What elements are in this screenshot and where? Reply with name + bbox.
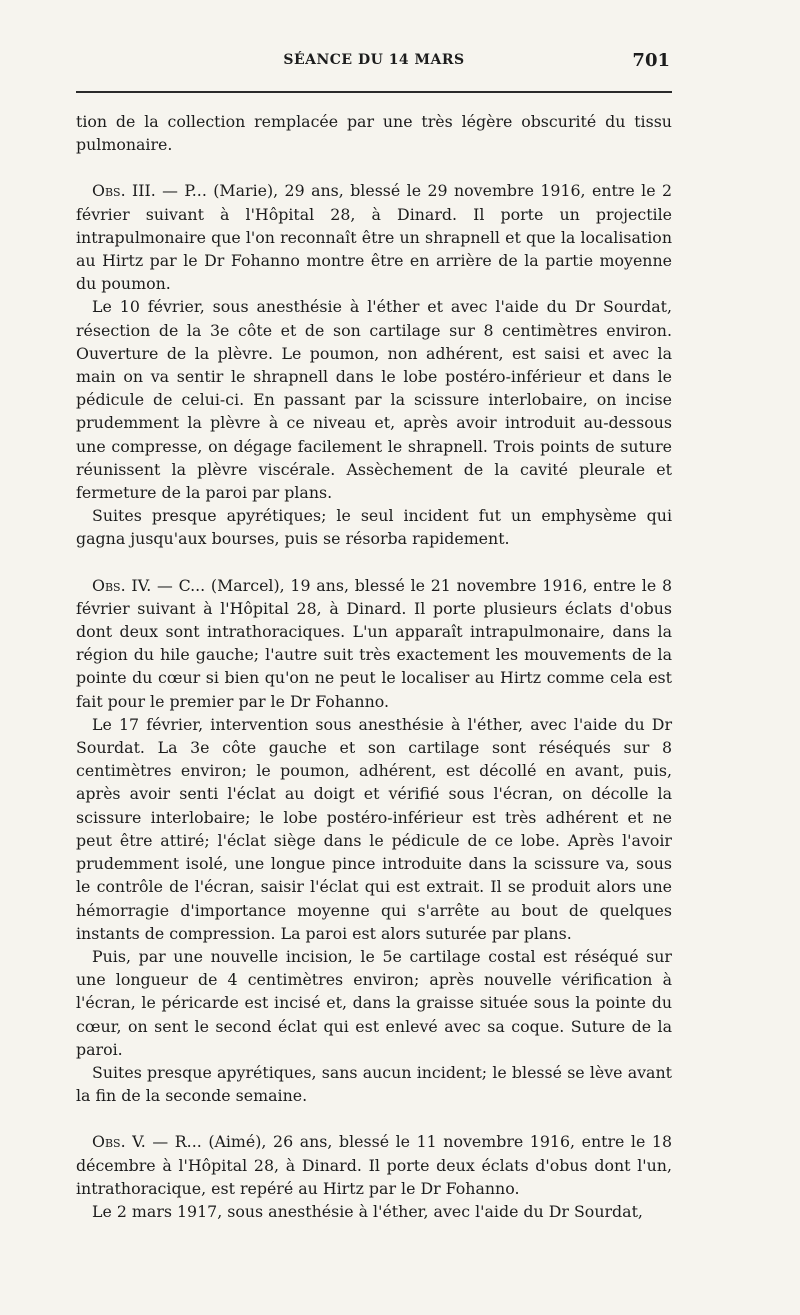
paragraph: Puis, par une nouvelle incision, le 5e cartilage costal est réséqué sur une longueur de 4 centimètres environ; après nouvelle vérification à l'écran, le péricarde est incisé et, dans la graisse située sous la pointe du cœur, on sent le second éclat qui est enlevé avec sa coque. Suture de la paroi. xyxy=(76,946,672,1059)
paragraph: Suites presque apyrétiques; le seul incident fut un emphysème qui gagna jusqu'aux bourses, puis se résorba rapidement. xyxy=(76,506,672,549)
paragraph: Le 10 février, sous anesthésie à l'éther et avec l'aide du Dr Sourdat, résection de la 3e côte et de son cartilage sur 8 centimètres environ. Ouverture de la plèvre. Le poumon, non adhérent, est saisi et avec la main on va sentir le shrapnell dans le lobe postéro-inférieur et dans le pédicule de celui-ci. En passant par la scissure interlobaire, on incise prudemment la plèvre à ce niveau et, après avoir introduit au-dessous une compresse, on dégage facilement le shrapnell. Trois points de suture réunissent la plèvre viscérale. Assèchement de la cavité pleurale et fermeture de la paroi par plans. xyxy=(76,297,672,503)
header-rule xyxy=(76,91,672,93)
paragraph: Suites presque apyrétiques, sans aucun incident; le blessé se lève avant la fin de la seconde semaine. xyxy=(76,1062,672,1106)
body-text xyxy=(76,110,672,1223)
page-number: 701 xyxy=(632,50,670,71)
paragraph: Le 17 février, intervention sous anesthésie à l'éther, avec l'aide du Dr Sourdat. La 3e côte gauche et son cartilage sont réséqués sur 8 centimètres environ; le poumon, adhérent, est décollé en avant, puis, après avoir senti l'éclat au doigt et vérifié sous l'écran, on décolle la scissure interlobaire; le lobe postéro-inférieur est très adhérent et ne peut être attiré; l'éclat siège dans le pédicule de ce lobe. Après l'avoir prudemment isolé, une longue pince introduite dans la scissure va, sous le contrôle de l'écran, saisir l'éclat qui est extrait. Il se produit alors une hémorragie d'importance moyenne qui s'arrête au bout de quelques instants de compression. La paroi est alors suturée par plans. xyxy=(76,714,672,943)
obs-label: Obs. III. xyxy=(92,181,156,201)
paragraph-obs-4: Obs. IV. — C... (Marcel), 19 ans, blessé le 21 novembre 1916, entre le 8 février suivant à l'Hôpital 28, à Dinard. Il porte plusieurs éclats d'obus dont deux sont intrathoraciques. L'un apparaît intrapulmonaire, dans la région du hile gauche; l'autre suit très exactement les mouvements de la pointe du cœur si bien qu'on ne peut le localiser au Hirtz comme cela est fait pour le premier par le Dr Fohanno. xyxy=(76,575,672,711)
obs-label: Obs. IV. xyxy=(92,575,152,595)
page-header xyxy=(76,52,672,76)
paragraph: tion de la collection remplacée par une très légère obscurité du tissu pulmonaire. xyxy=(76,112,672,155)
paragraph-obs-3: Obs. III. — P... (Marie), 29 ans, blessé le 29 novembre 1916, entre le 2 février suivant à l'Hôpital 28, à Dinard. Il porte un projectile intrapulmonaire que l'on reconnaît être un shrapnell et que la localisation au Hirtz par le Dr Fohanno montre être en arrière de la partie moyenne du poumon. xyxy=(76,181,673,294)
paragraph-obs-5: Obs. V. — R... (Aimé), 26 ans, blessé le 11 novembre 1916, entre le 18 décembre à l'Hôpital 28, à Dinard. Il porte deux éclats d'obus dont l'un, intrathoracique, est repéré au Hirtz par le Dr Fohanno. xyxy=(76,1132,673,1198)
paragraph: Le 2 mars 1917, sous anesthésie à l'éther, avec l'aide du Dr Sourdat, xyxy=(92,1201,643,1221)
obs-label: Obs. V. xyxy=(92,1132,146,1152)
running-title: SÉANCE DU 14 MARS xyxy=(283,52,465,68)
